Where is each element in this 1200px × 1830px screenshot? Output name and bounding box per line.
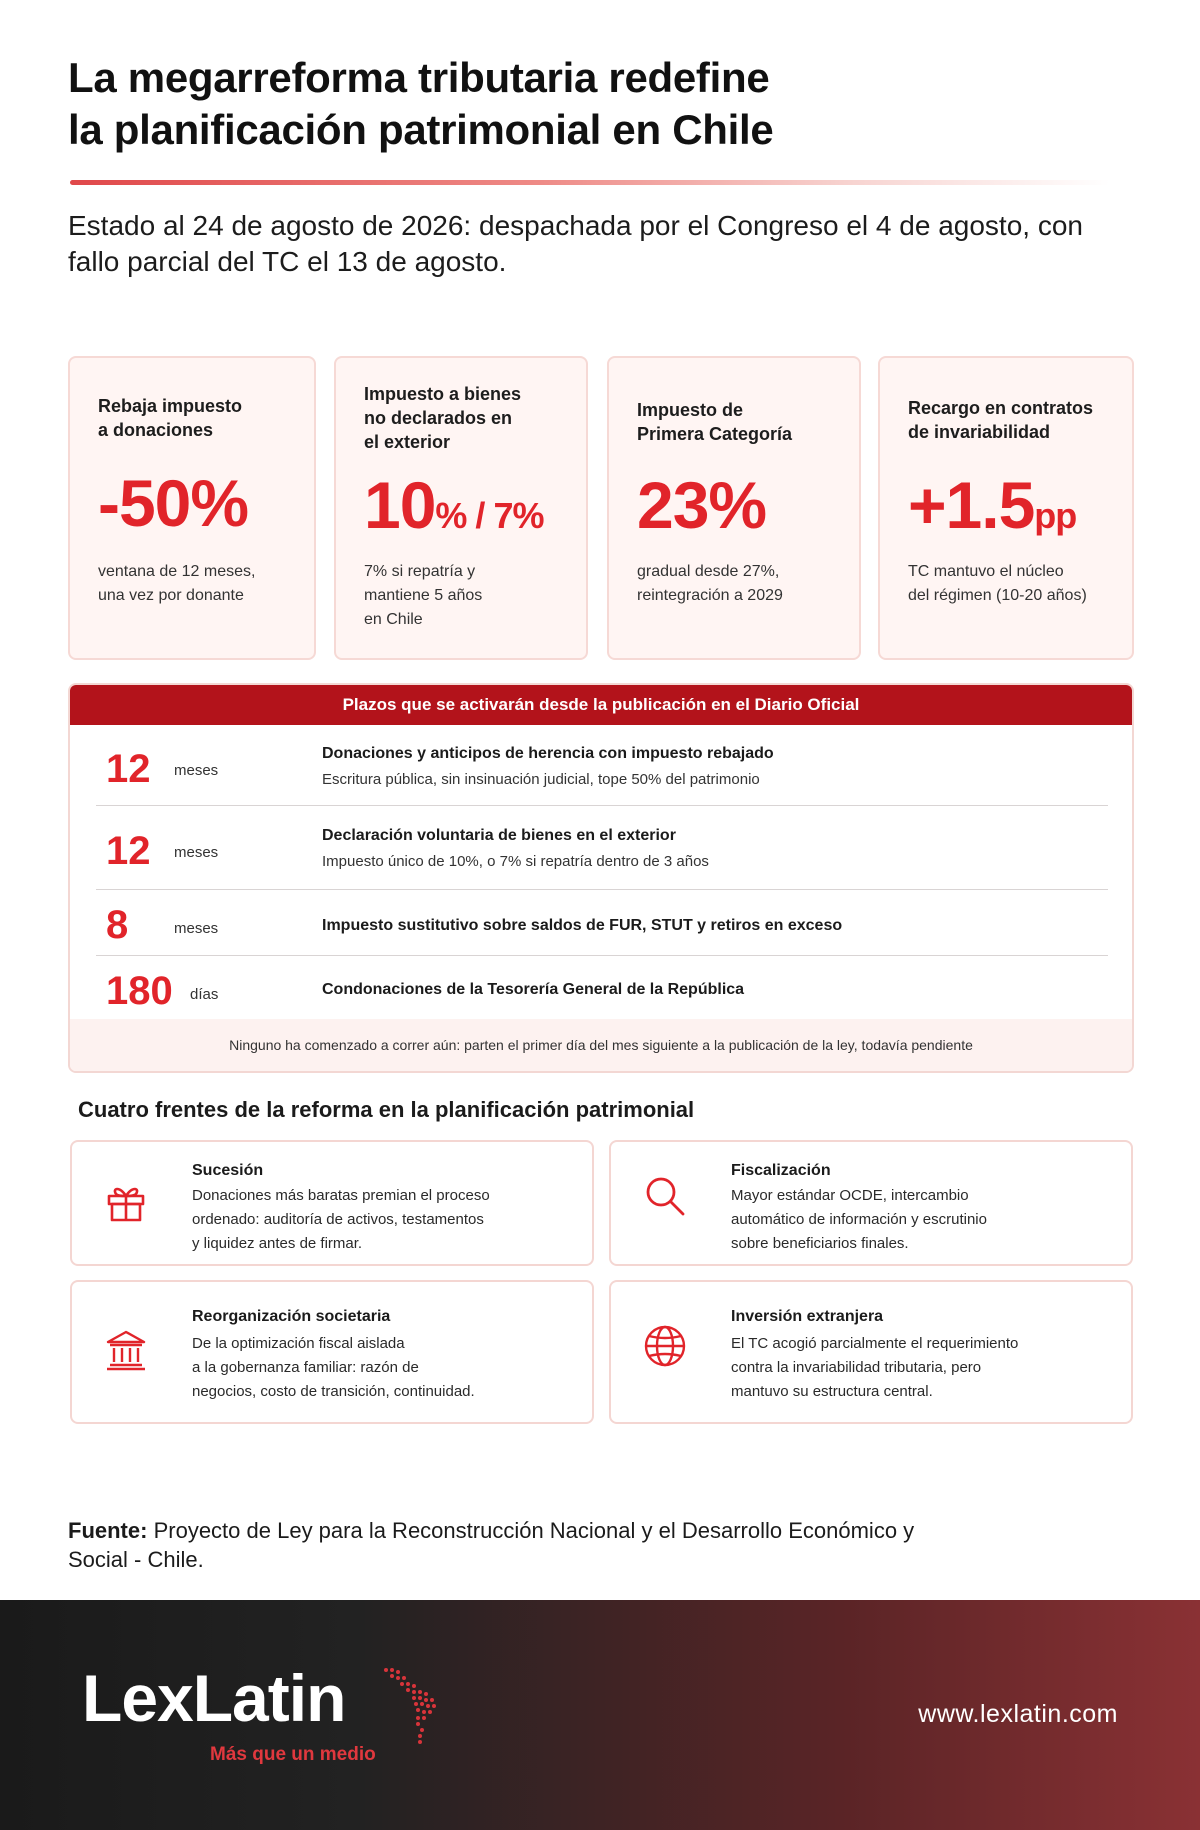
row-divider	[96, 889, 1108, 890]
stat-note-line: en Chile	[364, 611, 423, 628]
stat-label	[908, 396, 1093, 444]
stat-card-bienes-exterior	[334, 356, 588, 660]
plazo-row	[70, 895, 1132, 955]
stat-note-line: del régimen (10-20 años)	[908, 587, 1087, 604]
page-subtitle: Estado al 24 de agosto de 2026: despachada por el Congreso el 4 de agosto, con fallo parcial del TC el 13 de agosto.	[68, 210, 1083, 277]
front-text-line: Mayor estándar OCDE, intercambio	[731, 1187, 969, 1204]
row-divider	[96, 805, 1108, 806]
stat-note-line: reintegración a 2029	[637, 587, 783, 604]
plazo-desc: Escritura pública, sin insinuación judicial, tope 50% del patrimonio	[322, 771, 760, 788]
page-title-line-2: la planificación patrimonial en Chile	[68, 106, 774, 153]
stat-label-line: no declarados en	[364, 408, 513, 428]
globe-icon	[641, 1322, 689, 1370]
plazo-title: Donaciones y anticipos de herencia con impuesto rebajado	[322, 745, 774, 762]
plazo-title: Declaración voluntaria de bienes en el exterior	[322, 827, 676, 844]
fronts-heading: Cuatro frentes de la reforma en la planificación patrimonial	[78, 1097, 695, 1122]
source-text: Proyecto de Ley para la Reconstrucción Nacional y el Desarrollo Económico y Social - Chile.	[68, 1518, 915, 1572]
plazo-unit: meses	[174, 844, 219, 861]
stat-label	[637, 398, 792, 446]
front-card-inversion-extranjera	[609, 1280, 1133, 1424]
stat-label-line: de invariabilidad	[908, 422, 1051, 442]
stat-label-line: Rebaja impuesto	[98, 396, 243, 416]
stat-note-line: ventana de 12 meses,	[98, 563, 256, 580]
plazos-footnote: Ninguno ha comenzado a correr aún: parten el primer día del mes siguiente a la publicación de la ley, todavía pendiente	[70, 1019, 1132, 1071]
plazo-unit: meses	[174, 920, 219, 937]
front-text-line: sobre beneficiarios finales.	[731, 1235, 909, 1252]
stat-note-line: mantiene 5 años	[364, 587, 483, 604]
gift-icon	[102, 1178, 150, 1226]
front-title: Sucesión	[192, 1162, 264, 1179]
stat-note	[364, 560, 482, 632]
plazo-desc: Impuesto único de 10%, o 7% si repatría dentro de 3 años	[322, 853, 709, 870]
plazos-panel	[68, 683, 1134, 1073]
lexlatin-logo: LexLatin	[82, 1661, 346, 1735]
stat-note-line: TC mantuvo el núcleo	[908, 563, 1064, 580]
stat-label-line: Impuesto a bienes	[364, 384, 522, 404]
plazos-heading: Plazos que se activarán desde la publicación en el Diario Oficial	[70, 685, 1132, 725]
stat-label-line: Primera Categoría	[637, 424, 793, 444]
front-text-line: a la gobernanza familiar: razón de	[192, 1359, 419, 1376]
front-text	[731, 1332, 1111, 1404]
stat-value	[908, 470, 1076, 551]
stat-note-line: gradual desde 27%,	[637, 563, 780, 580]
stat-label-line: el exterior	[364, 432, 451, 452]
plazo-unit: meses	[174, 762, 219, 779]
plazo-row	[70, 961, 1132, 1019]
stat-label-line: a donaciones	[98, 420, 214, 440]
plazo-number: 8	[106, 903, 129, 947]
stat-label-line: Impuesto de	[637, 400, 744, 420]
plazo-number: 180	[106, 969, 173, 1013]
footer	[0, 1600, 1200, 1830]
front-text-line: mantuvo su estructura central.	[731, 1383, 933, 1400]
stat-label-line: Recargo en contratos	[908, 398, 1094, 418]
plazo-row	[70, 819, 1132, 889]
latin-america-map-icon	[372, 1662, 456, 1752]
front-text	[192, 1332, 572, 1404]
plazo-row	[70, 737, 1132, 807]
stat-value-suffix: pp	[1034, 495, 1077, 536]
front-card-sucesion	[70, 1140, 594, 1266]
stat-note	[98, 560, 255, 608]
stat-value	[364, 470, 543, 551]
stat-value: -50%	[98, 466, 249, 540]
stat-value-main: +1.5	[908, 468, 1035, 542]
front-text-line: Donaciones más baratas premian el proceso	[192, 1187, 490, 1204]
front-card-fiscalizacion	[609, 1140, 1133, 1266]
institution-icon	[102, 1326, 150, 1374]
page-title-line-1: La megarreforma tributaria redefine	[68, 54, 770, 101]
front-text-line: y liquidez antes de firmar.	[192, 1235, 363, 1252]
website-link[interactable]: www.lexlatin.com	[918, 1700, 1118, 1728]
stat-note-line: 7% si repatría y	[364, 563, 476, 580]
stat-card-invariabilidad	[878, 356, 1134, 660]
plazo-title: Impuesto sustitutivo sobre saldos de FUR, STUT y retiros en exceso	[322, 917, 843, 934]
front-text	[192, 1184, 572, 1256]
stat-note	[908, 560, 1087, 608]
plazo-unit: días	[190, 986, 219, 1003]
front-text-line: El TC acogió parcialmente el requerimiento	[731, 1335, 1019, 1352]
stat-card-primera-categoria	[607, 356, 861, 660]
stat-value: 23%	[637, 468, 767, 542]
front-title: Fiscalización	[731, 1162, 831, 1179]
front-title: Inversión extranjera	[731, 1308, 884, 1325]
stat-label	[98, 394, 242, 442]
front-text-line: negocios, costo de transición, continuidad.	[192, 1383, 475, 1400]
stat-label	[364, 382, 521, 454]
stat-note	[637, 560, 783, 608]
front-text-line: contra la invariabilidad tributaria, pero	[731, 1359, 982, 1376]
page-title	[68, 52, 1068, 156]
stat-value-main: 10	[364, 468, 436, 542]
plazo-number: 12	[106, 829, 151, 873]
source-note	[68, 1516, 968, 1574]
front-text-line: automático de información y escrutinio	[731, 1211, 987, 1228]
front-card-reorganizacion	[70, 1280, 594, 1424]
logo-tagline: Más que un medio	[210, 1744, 376, 1765]
front-text	[731, 1184, 1111, 1256]
front-text-line: De la optimización fiscal aislada	[192, 1335, 405, 1352]
plazo-title: Condonaciones de la Tesorería General de la República	[322, 981, 745, 998]
front-title: Reorganización societaria	[192, 1308, 391, 1325]
row-divider	[96, 955, 1108, 956]
stat-value-suffix: % / 7%	[435, 495, 544, 536]
magnifier-icon	[641, 1172, 689, 1220]
stat-card-donaciones	[68, 356, 316, 660]
title-divider	[70, 180, 1110, 185]
source-label: Fuente:	[68, 1518, 148, 1543]
front-text-line: ordenado: auditoría de activos, testamentos	[192, 1211, 484, 1228]
plazo-number: 12	[106, 747, 151, 791]
stat-note-line: una vez por donante	[98, 587, 244, 604]
